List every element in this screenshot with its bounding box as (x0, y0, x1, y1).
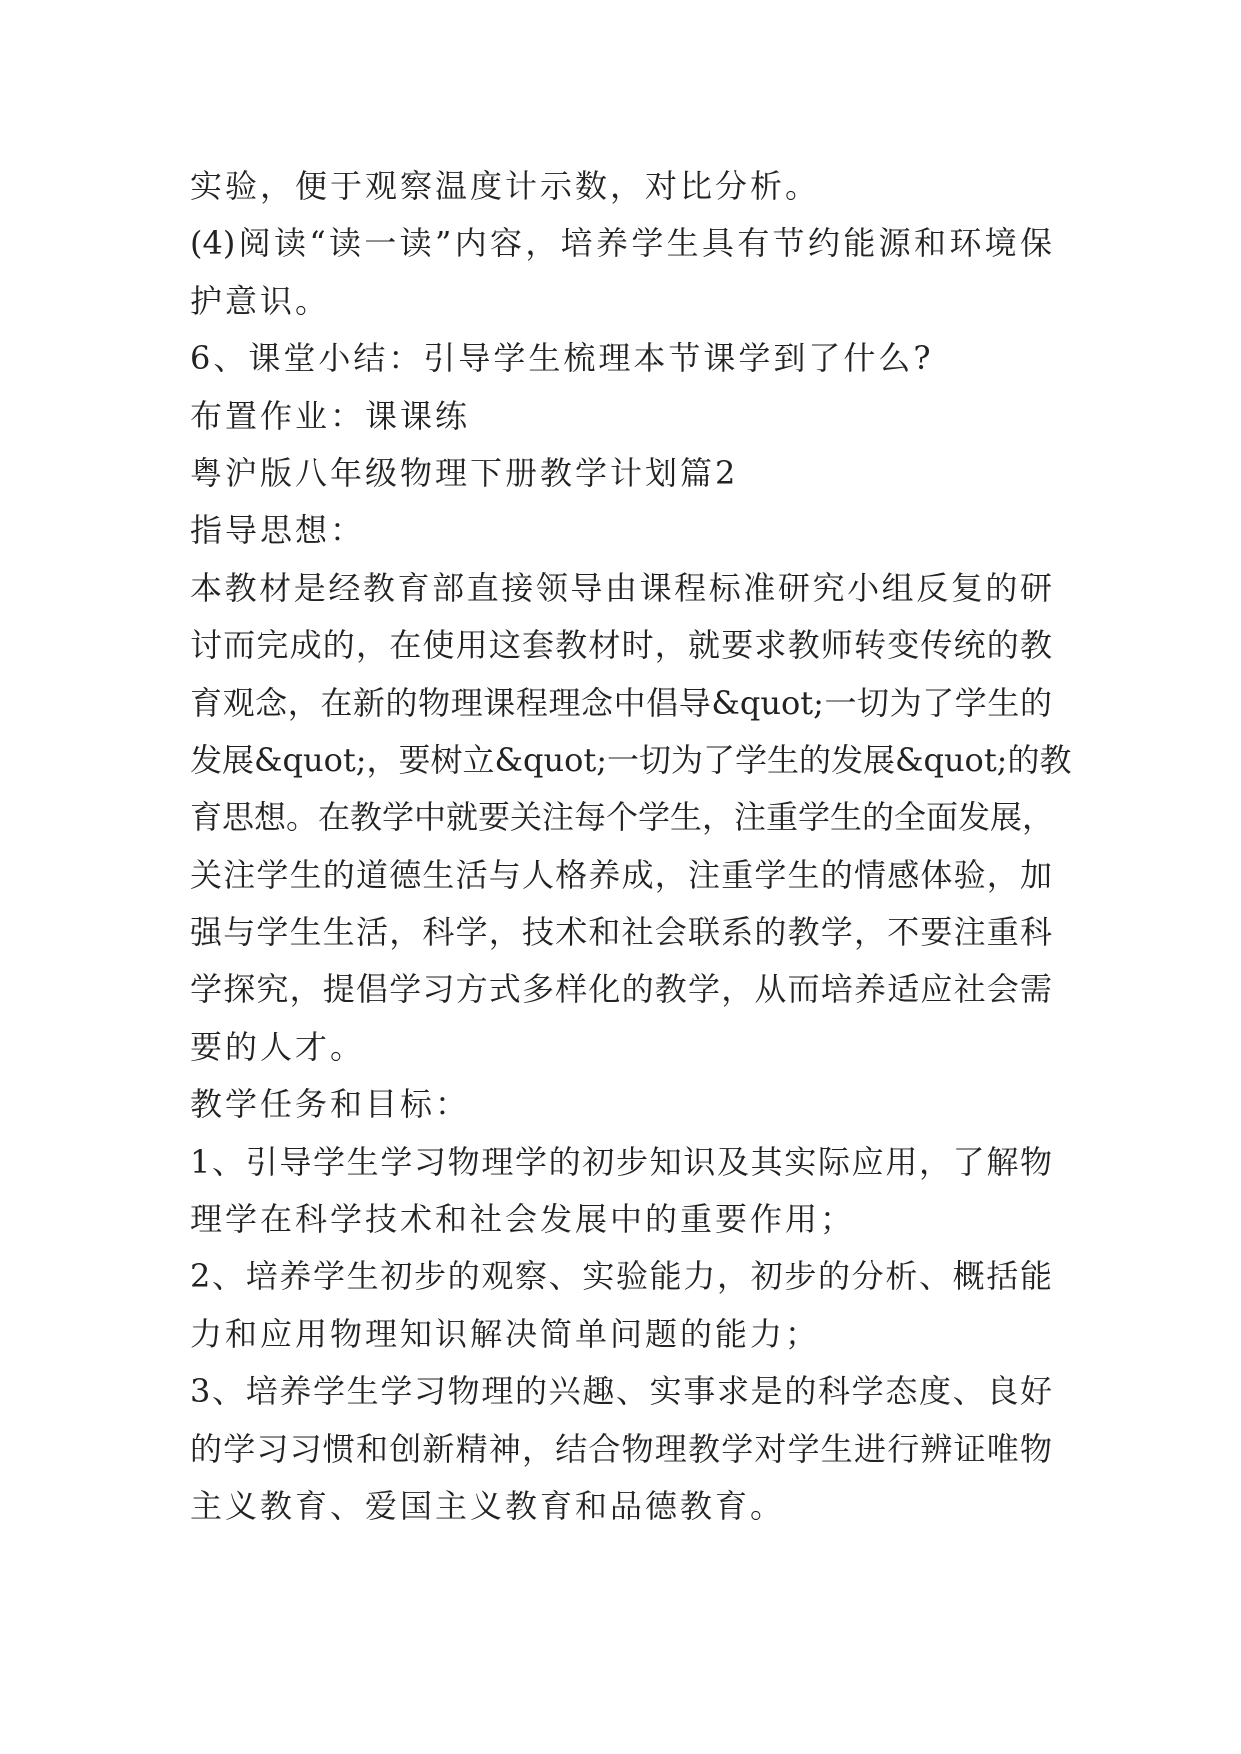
text-line: 力和应用物理知识解决简单问题的能力； (190, 1314, 821, 1353)
text-line: 关注学生的道德生活与人格养成，注重学生的情感体验，加 (190, 855, 1052, 894)
text-line: 3、培养学生学习物理的兴趣、实事求是的科学态度、良好 (190, 1372, 1052, 1411)
text-line: 布置作业：课课练 (190, 396, 471, 435)
section-heading: 粤沪版八年级物理下册教学计划篇2 (190, 453, 739, 492)
text-line: 学探究，提倡学习方式多样化的教学，从而培养适应社会需 (190, 970, 1052, 1009)
text-line: 护意识。 (190, 281, 331, 320)
text-line: 育思想。在教学中就要关注每个学生，注重学生的全面发展， (190, 798, 1055, 837)
text-line: 育观念，在新的物理课程理念中倡导&quot;一切为了学生的 (190, 683, 1052, 722)
text-line: 1、引导学生学习物理学的初步知识及其实际应用，了解物 (190, 1142, 1052, 1181)
text-line: 理学在科学技术和社会发展中的重要作用； (190, 1200, 856, 1239)
subheading: 教学任务和目标： (190, 1085, 471, 1124)
text-line: 强与学生生活，科学，技术和社会联系的教学，不要注重科 (190, 913, 1052, 952)
text-line: 讨而完成的，在使用这套教材时，就要求教师转变传统的教 (190, 626, 1052, 665)
text-line: 发展&quot;，要树立&quot;一切为了学生的发展&quot;的教 (190, 740, 1072, 779)
text-line: 6、课堂小结：引导学生梳理本节课学到了什么? (190, 339, 934, 378)
text-line: 的学习习惯和创新精神，结合物理教学对学生进行辨证唯物 (190, 1429, 1052, 1468)
subheading: 指导思想： (190, 511, 366, 550)
document-body (190, 158, 1072, 1535)
text-line: 2、培养学生初步的观察、实验能力，初步的分析、概括能 (190, 1257, 1052, 1296)
text-line: 实验，便于观察温度计示数，对比分析。 (190, 167, 821, 205)
text-line: 要的人才。 (190, 1027, 366, 1066)
text-line: 主义教育、爱国主义教育和品德教育。 (190, 1486, 786, 1525)
text-line: 本教材是经教育部直接领导由课程标准研究小组反复的研 (190, 568, 1052, 607)
text-line: (4)阅读“读一读”内容，培养学生具有节约能源和环境保 (190, 224, 1052, 263)
